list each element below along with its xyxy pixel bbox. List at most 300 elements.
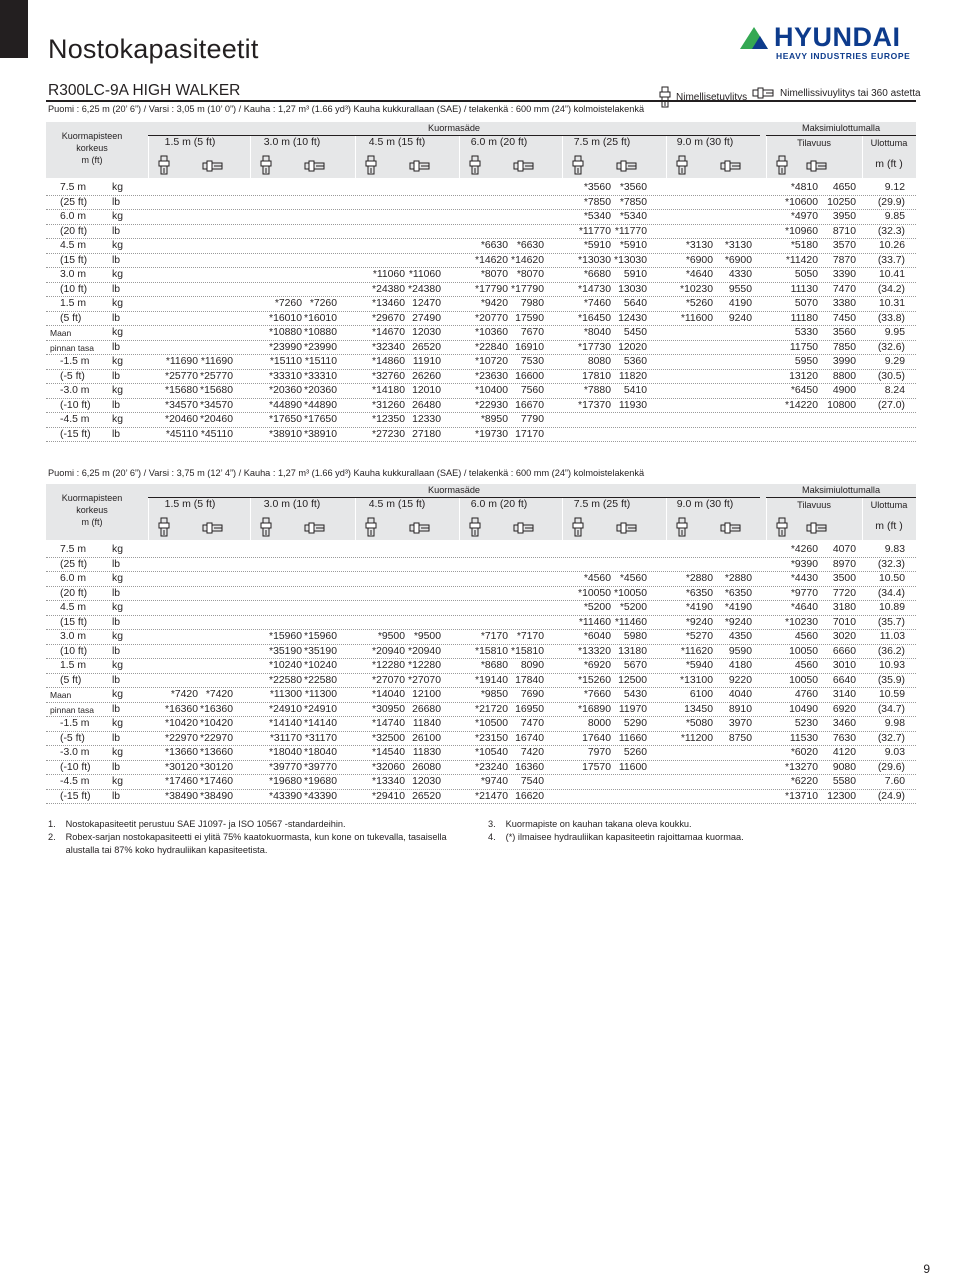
- table-row: [46, 601, 916, 616]
- table-cell: *14540: [372, 747, 405, 758]
- table-cell: 17640: [582, 732, 611, 744]
- table-cell: *7170: [480, 631, 508, 642]
- table-cell: *32060: [372, 761, 405, 773]
- table-cell: *45110: [165, 428, 198, 440]
- table-cell: 9080: [832, 761, 856, 773]
- table-cell: 5640: [623, 298, 647, 309]
- table-cell: *32340: [372, 341, 405, 353]
- table-cell: *13100: [680, 674, 713, 686]
- row-unit: kg: [112, 544, 123, 555]
- table-cell: *5340: [619, 211, 647, 222]
- table-cell: *14620: [475, 254, 508, 266]
- table-cell: 10050: [789, 674, 818, 686]
- reach-unit: m (ft ): [875, 158, 903, 170]
- header-divider: [250, 498, 251, 540]
- row-unit: lb: [112, 428, 121, 440]
- table-cell: *34570: [200, 399, 233, 411]
- table-row: [46, 239, 916, 254]
- table-cell: 4900: [832, 385, 856, 396]
- header-divider: [562, 136, 563, 178]
- row-unit: lb: [112, 225, 121, 237]
- table-cell: (27.0): [877, 399, 905, 411]
- header-divider: [562, 498, 563, 540]
- table-row: [46, 717, 916, 732]
- table-cell: *32760: [372, 370, 405, 382]
- load-height-label: korkeus: [76, 505, 108, 515]
- table-cell: 11970: [618, 703, 647, 715]
- table-cell: 9.98: [884, 718, 905, 729]
- table-cell: 27180: [412, 428, 441, 440]
- brand-mark-icon: [738, 25, 772, 51]
- table-cell: 3460: [832, 718, 856, 729]
- table-cell: *4640: [790, 602, 818, 613]
- table-cell: *31260: [372, 399, 405, 411]
- header-divider: [355, 136, 356, 178]
- capacity-header: Tilavuus: [797, 138, 831, 148]
- table-cell: *11300: [269, 689, 302, 700]
- table-cell: 11840: [412, 718, 441, 729]
- table-row: [46, 399, 916, 414]
- table-cell: *9740: [480, 776, 508, 787]
- table-cell: *2880: [685, 573, 713, 584]
- table-cell: *35190: [304, 645, 337, 657]
- table-cell: 5580: [832, 776, 856, 787]
- table-cell: *20940: [408, 645, 441, 657]
- table-cell: *15110: [304, 356, 337, 367]
- table-cell: 12430: [618, 312, 647, 324]
- table-cell: 5070: [794, 298, 818, 309]
- table-cell: 7470: [832, 283, 856, 295]
- table-cell: *30120: [200, 761, 233, 773]
- front-lift-icon: [676, 517, 688, 542]
- table-cell: (29.6): [877, 761, 905, 773]
- legend-front: [658, 86, 747, 108]
- legend-side: [752, 86, 921, 100]
- table-cell: *33310: [269, 370, 302, 382]
- row-height: (25 ft): [60, 558, 88, 570]
- table-cell: *7850: [619, 196, 647, 208]
- table-cell: *7420: [170, 689, 198, 700]
- max-reach-header: Maksimiulottumalla: [801, 485, 881, 495]
- table-cell: 5290: [623, 718, 647, 729]
- table-cell: 9550: [728, 283, 752, 295]
- table-cell: 7540: [520, 776, 544, 787]
- radius-distance: 1.5 m (5 ft): [164, 498, 216, 510]
- table-cell: *17650: [269, 414, 302, 425]
- table-cell: 11820: [618, 370, 647, 382]
- table-cell: 26520: [412, 341, 441, 353]
- radius-distance: 1.5 m (5 ft): [164, 136, 216, 148]
- table-cell: 7720: [832, 587, 856, 599]
- table-cell: 9240: [728, 312, 752, 324]
- table-cell: *10880: [269, 327, 302, 338]
- table-cell: *6920: [583, 660, 611, 671]
- table-cell: 7450: [832, 312, 856, 324]
- table-cell: *8680: [480, 660, 508, 671]
- table-row: [46, 761, 916, 776]
- table-cell: 26080: [412, 761, 441, 773]
- table-cell: 26480: [412, 399, 441, 411]
- row-height: (-15 ft): [60, 428, 91, 440]
- table-cell: 6100: [689, 689, 713, 700]
- table-cell: (36.2): [877, 645, 905, 657]
- table-cell: 4760: [794, 689, 818, 700]
- table-cell: *10050: [578, 587, 611, 599]
- table-cell: 11750: [789, 341, 818, 353]
- table-row: [46, 413, 916, 428]
- side-lift-icon: [720, 521, 742, 539]
- table-cell: *17460: [165, 776, 198, 787]
- row-unit: kg: [112, 689, 123, 700]
- table-cell: *23990: [269, 341, 302, 353]
- row-height: 4.5 m: [60, 602, 86, 613]
- table-cell: 10490: [789, 703, 818, 715]
- load-height-label: Kuormapisteen: [61, 131, 123, 141]
- table-cell: 5260: [623, 747, 647, 758]
- table-cell: 12330: [412, 414, 441, 425]
- table-cell: *3130: [685, 240, 713, 251]
- table-cell: *11690: [165, 356, 198, 367]
- table-cell: *11600: [680, 312, 713, 324]
- table-cell: *11300: [304, 689, 337, 700]
- table-cell: 3180: [832, 602, 856, 613]
- table-cell: *11690: [200, 356, 233, 367]
- row-unit: kg: [112, 414, 123, 425]
- table-cell: 26680: [412, 703, 441, 715]
- table-cell: *4190: [685, 602, 713, 613]
- table-row: [46, 196, 916, 211]
- header-rule: [766, 497, 916, 498]
- table-cell: *11460: [578, 616, 611, 628]
- table-cell: *6680: [583, 269, 611, 280]
- table-cell: 10.93: [878, 660, 905, 671]
- table-cell: *10500: [475, 718, 508, 729]
- table-cell: 16360: [515, 761, 544, 773]
- table-row: [46, 210, 916, 225]
- table-cell: *17790: [475, 283, 508, 295]
- table-cell: 4040: [728, 689, 752, 700]
- table-cell: (30.5): [877, 370, 905, 382]
- table-cell: *18040: [304, 747, 337, 758]
- table-cell: 7870: [832, 254, 856, 266]
- table-cell: *5080: [685, 718, 713, 729]
- table-cell: 16600: [515, 370, 544, 382]
- table-cell: *10880: [304, 327, 337, 338]
- table-cell: *20940: [372, 645, 405, 657]
- table-cell: *7420: [205, 689, 233, 700]
- radius-distance: 7.5 m (25 ft): [573, 498, 631, 510]
- table-cell: *29670: [372, 312, 405, 324]
- row-height: 6.0 m: [60, 573, 86, 584]
- table-cell: *9500: [377, 631, 405, 642]
- table-cell: *44890: [269, 399, 302, 411]
- table-cell: 8080: [587, 356, 611, 367]
- table-row: [46, 688, 916, 703]
- table-cell: *38910: [269, 428, 302, 440]
- table-cell: 4330: [728, 269, 752, 280]
- row-height: (-10 ft): [60, 761, 91, 773]
- table-cell: *20360: [304, 385, 337, 396]
- table-cell: *13340: [372, 776, 405, 787]
- table-cell: *23240: [475, 761, 508, 773]
- header-divider: [766, 498, 767, 540]
- table-cell: *6040: [583, 631, 611, 642]
- front-lift-icon: [776, 517, 788, 542]
- table-cell: *10050: [614, 587, 647, 599]
- table-cell: *7880: [583, 385, 611, 396]
- table-cell: *10240: [269, 660, 302, 671]
- table-cell: 9.03: [884, 747, 905, 758]
- table-cell: *27230: [372, 428, 405, 440]
- row-unit: lb: [112, 645, 121, 657]
- table-cell: *5200: [619, 602, 647, 613]
- table-cell: (29.9): [877, 196, 905, 208]
- radius-distance: 9.0 m (30 ft): [676, 498, 734, 510]
- row-unit: kg: [112, 269, 123, 280]
- table-cell: 6920: [832, 703, 856, 715]
- table-cell: *44890: [304, 399, 337, 411]
- table-cell: 27490: [412, 312, 441, 324]
- load-height-header: [46, 492, 138, 528]
- capacity-header: Tilavuus: [797, 500, 831, 510]
- table-cell: 16950: [515, 703, 544, 715]
- radius-distance: 9.0 m (30 ft): [676, 136, 734, 148]
- table-cell: (32.7): [877, 732, 905, 744]
- table-row: [46, 630, 916, 645]
- table-cell: *6450: [790, 385, 818, 396]
- table-cell: 4180: [728, 660, 752, 671]
- table-cell: *39770: [304, 761, 337, 773]
- table-cell: *7260: [274, 298, 302, 309]
- table-cell: 7850: [832, 341, 856, 353]
- table-cell: *24910: [304, 703, 337, 715]
- max-reach-header: Maksimiulottumalla: [801, 123, 881, 133]
- front-lift-icon: [158, 517, 170, 542]
- table-cell: *19680: [304, 776, 337, 787]
- row-height: -4.5 m: [60, 414, 90, 425]
- header-divider: [148, 498, 149, 540]
- table-cell: *4560: [619, 573, 647, 584]
- side-lift-icon: [806, 521, 828, 539]
- load-height-label: korkeus: [76, 143, 108, 153]
- table-cell: *38490: [165, 790, 198, 802]
- table-cell: *4560: [583, 573, 611, 584]
- table-cell: 9.85: [884, 211, 905, 222]
- table-row: [46, 312, 916, 327]
- model-rule: [46, 100, 916, 102]
- table-cell: *10720: [475, 356, 508, 367]
- table-row: [46, 790, 916, 805]
- table-cell: *33310: [304, 370, 337, 382]
- table-cell: *43390: [269, 790, 302, 802]
- table-cell: *19140: [475, 674, 508, 686]
- front-lift-icon: [260, 517, 272, 542]
- table-cell: *10540: [475, 747, 508, 758]
- table-cell: *14140: [269, 718, 302, 729]
- header-divider: [250, 136, 251, 178]
- brand-logo: [738, 22, 918, 63]
- table-cell: 10250: [827, 196, 856, 208]
- model-name: R300LC-9A HIGH WALKER: [48, 82, 241, 99]
- table-cell: 9.29: [884, 356, 905, 367]
- note-item: 3. Kuormapiste on kauhan takana oleva koukku.: [488, 819, 692, 829]
- table-cell: 7970: [587, 747, 611, 758]
- table-spec: Puomi : 6,25 m (20’ 6”) / Varsi : 3,75 m (12’ 4”) / Kauha : 1,27 m³ (1.66 yd³) Kauha kukkurallaan (SAE) / telakenkä : 600 mm (24”) kolmoistelakenkä: [48, 468, 645, 478]
- table-cell: *5270: [685, 631, 713, 642]
- table-cell: (35.9): [877, 674, 905, 686]
- table-cell: *31170: [304, 732, 337, 744]
- table-cell: 8090: [520, 660, 544, 671]
- table-cell: 11130: [790, 283, 818, 295]
- table-cell: *7660: [583, 689, 611, 700]
- table-cell: *29410: [372, 790, 405, 802]
- side-lift-icon: [202, 159, 224, 177]
- table-cell: *5200: [583, 602, 611, 613]
- table-cell: *5180: [790, 240, 818, 251]
- table-row: [46, 587, 916, 602]
- side-lift-icon: [616, 159, 638, 177]
- header-divider: [862, 498, 863, 540]
- table-cell: *8950: [480, 414, 508, 425]
- table-cell: *15810: [511, 645, 544, 657]
- row-unit: kg: [112, 660, 123, 671]
- table-cell: *16890: [578, 703, 611, 715]
- side-lift-icon: [752, 86, 776, 100]
- row-height: (15 ft): [60, 616, 88, 628]
- table-row: [46, 674, 916, 689]
- table-cell: 8800: [832, 370, 856, 382]
- table-cell: *23150: [475, 732, 508, 744]
- page-title: Nostokapasiteetit: [48, 34, 259, 64]
- table-cell: *22580: [304, 674, 337, 686]
- table-cell: 3380: [832, 298, 856, 309]
- row-unit: lb: [112, 558, 121, 570]
- table-cell: *17460: [200, 776, 233, 787]
- table-cell: *14670: [372, 327, 405, 338]
- table-cell: 6640: [832, 674, 856, 686]
- table-row: [46, 428, 916, 443]
- front-lift-icon: [469, 517, 481, 542]
- table-cell: 6660: [832, 645, 856, 657]
- row-height: (5 ft): [60, 312, 82, 324]
- table-cell: (32.3): [877, 558, 905, 570]
- side-lift-icon: [304, 159, 326, 177]
- table-cell: *10600: [785, 196, 818, 208]
- table-cell: *2880: [724, 573, 752, 584]
- row-height: (10 ft): [60, 283, 88, 295]
- row-height: 3.0 m: [60, 269, 86, 280]
- front-lift-icon: [365, 517, 377, 542]
- row-height: (5 ft): [60, 674, 82, 686]
- table-cell: 5450: [623, 327, 647, 338]
- table-cell: 17170: [515, 428, 544, 440]
- side-lift-icon: [513, 159, 535, 177]
- table-cell: 17840: [515, 674, 544, 686]
- table-row: [46, 355, 916, 370]
- row-height: 3.0 m: [60, 631, 86, 642]
- table-cell: 4120: [832, 747, 856, 758]
- table-cell: 11530: [789, 732, 818, 744]
- table-cell: *10960: [785, 225, 818, 237]
- table-cell: 8000: [587, 718, 611, 729]
- table-cell: 5950: [794, 356, 818, 367]
- row-height: (-5 ft): [60, 732, 85, 744]
- table-cell: *30120: [165, 761, 198, 773]
- table-cell: 4350: [728, 631, 752, 642]
- table-cell: 11660: [618, 732, 647, 744]
- radius-distance: 6.0 m (20 ft): [470, 136, 528, 148]
- table-cell: *4190: [724, 602, 752, 613]
- table-cell: *20460: [200, 414, 233, 425]
- table-cell: *13660: [200, 747, 233, 758]
- radius-distance: 4.5 m (15 ft): [368, 498, 426, 510]
- table-cell: 12020: [618, 341, 647, 353]
- header-divider: [666, 136, 667, 178]
- notes-left: [48, 818, 468, 857]
- table-cell: 10050: [789, 645, 818, 657]
- table-row: [46, 572, 916, 587]
- table-cell: *24380: [372, 283, 405, 295]
- row-height: (20 ft): [60, 587, 88, 599]
- row-height: (25 ft): [60, 196, 88, 208]
- table-cell: 3390: [832, 269, 856, 280]
- table-cell: 17590: [515, 312, 544, 324]
- table-row: [46, 732, 916, 747]
- row-unit: kg: [112, 327, 123, 338]
- table-cell: *11770: [578, 225, 611, 237]
- row-unit: lb: [112, 312, 121, 324]
- row-height: 6.0 m: [60, 211, 86, 222]
- radius-header: Kuormasäde: [427, 485, 481, 495]
- side-lift-icon: [202, 521, 224, 539]
- side-lift-icon: [806, 159, 828, 177]
- brand-subtitle: HEAVY INDUSTRIES EUROPE: [776, 51, 911, 61]
- table-cell: *15260: [578, 674, 611, 686]
- row-height: (-10 ft): [60, 399, 91, 411]
- table-row: [46, 181, 916, 196]
- row-unit: kg: [112, 747, 123, 758]
- table-cell: 12030: [412, 327, 441, 338]
- row-height: -3.0 m: [60, 385, 90, 396]
- table-cell: (33.7): [877, 254, 905, 266]
- radius-distance: 6.0 m (20 ft): [470, 498, 528, 510]
- table-cell: 11910: [412, 356, 441, 367]
- table-row: [46, 659, 916, 674]
- table-cell: 3500: [832, 573, 856, 584]
- table-cell: *12350: [372, 414, 405, 425]
- table-cell: 7530: [520, 356, 544, 367]
- table-cell: *16360: [200, 703, 233, 715]
- header-rule: [766, 135, 916, 136]
- table-cell: (34.7): [877, 703, 905, 715]
- table-row: [46, 775, 916, 790]
- table-cell: *20460: [165, 414, 198, 425]
- table-cell: 16620: [515, 790, 544, 802]
- table-cell: *38490: [200, 790, 233, 802]
- table-cell: *10230: [785, 616, 818, 628]
- front-lift-icon: [776, 155, 788, 180]
- table-cell: *3560: [583, 182, 611, 193]
- table-cell: 12100: [412, 689, 441, 700]
- row-height: 7.5 m: [60, 544, 86, 555]
- load-height-header: [46, 130, 138, 166]
- table-cell: 4650: [832, 182, 856, 193]
- row-height: -1.5 m: [60, 356, 90, 367]
- table-cell: *17730: [578, 341, 611, 353]
- corner-tab: [0, 0, 28, 58]
- row-unit: kg: [112, 298, 123, 309]
- table-cell: *15680: [165, 385, 198, 396]
